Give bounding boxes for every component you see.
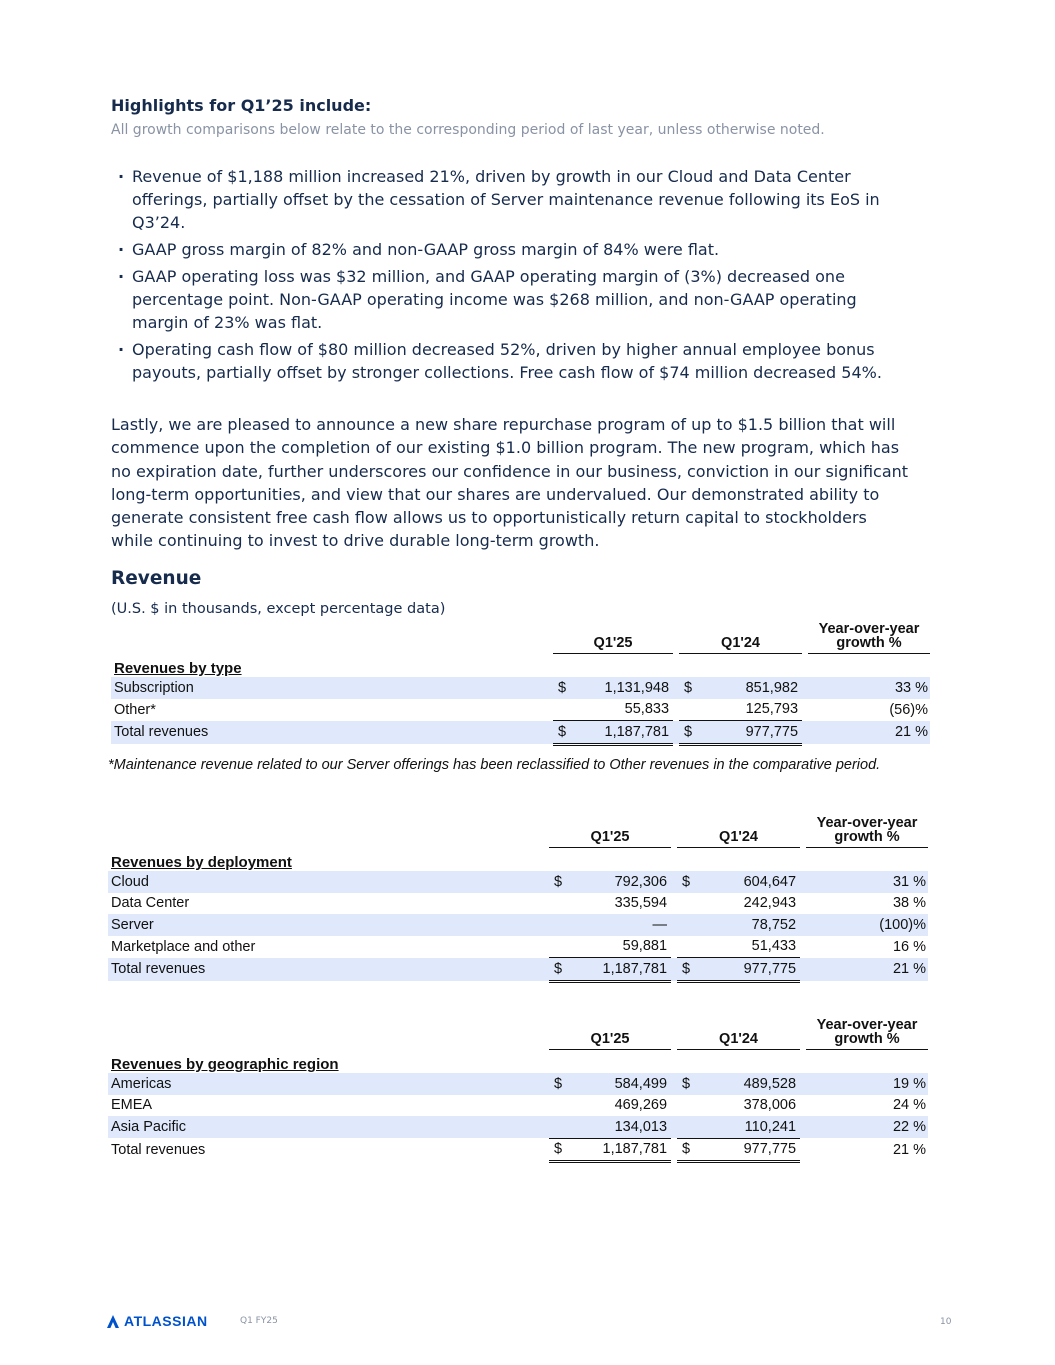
col-header-q1-24: Q1'24 <box>679 610 802 654</box>
revenues-by-type-table <box>111 610 930 746</box>
atlassian-logo <box>107 1313 208 1329</box>
highlight-bullet: · Revenue of $1,188 million increased 21%, driven by growth in our Cloud and Data Center offerings, partially offset by the cessation of Server maintenance revenue following its EoS in Q3’24. <box>118 165 898 234</box>
section-heading-deployment: Revenues by deployment <box>111 854 292 871</box>
table-row: Server — 78,752 (100)% <box>108 914 928 936</box>
table-row: Data Center 335,594 242,943 38 % <box>111 895 926 912</box>
table-row: Asia Pacific 134,013 110,241 22 % <box>108 1116 928 1138</box>
table-row-total: Total revenues $ 1,187,781 $ 977,775 21 % <box>111 721 930 745</box>
highlights-title: Highlights for Q1’25 include: <box>111 96 372 115</box>
col-header-q1-25: Q1'25 <box>549 1006 671 1050</box>
highlight-bullet: · GAAP operating loss was $32 million, and GAAP operating margin of (3%) decreased one percentage point. Non-GAAP operating income was $268 million, and non-GAAP operating margin of 23% was flat. <box>118 265 898 334</box>
reclassification-footnote: *Maintenance revenue related to our Server offerings has been reclassified to Other revenues in the comparative period. <box>108 757 881 773</box>
revenue-units-note: (U.S. $ in thousands, except percentage data) <box>111 601 446 617</box>
table-row-total: Total revenues $ 1,187,781 $ 977,775 21 % <box>108 958 928 982</box>
section-heading-type: Revenues by type <box>114 660 242 677</box>
col-header-q1-24: Q1'24 <box>677 804 800 848</box>
atlassian-mark-icon <box>107 1315 119 1328</box>
table-row: Americas $ 584,499 $ 489,528 19 % <box>108 1073 928 1095</box>
highlights-subtitle: All growth comparisons below relate to the corresponding period of last year, unless otherwise noted. <box>111 122 825 138</box>
col-header-q1-25: Q1'25 <box>549 804 671 848</box>
table-row-total: Total revenues $ 1,187,781 $ 977,775 21 % <box>108 1138 928 1162</box>
section-heading-region: Revenues by geographic region <box>111 1056 339 1073</box>
highlight-bullet: · GAAP gross margin of 82% and non-GAAP gross margin of 84% were flat. <box>118 238 898 261</box>
table-row: Subscription $ 1,131,948 $ 851,982 33 % <box>111 677 930 699</box>
col-header-q1-25: Q1'25 <box>553 610 673 654</box>
table-row: Other* 55,833 125,793 (56)% <box>114 701 928 718</box>
col-header-growth: Year-over-year growth % <box>806 804 928 848</box>
revenue-section-title: Revenue <box>111 568 202 589</box>
col-header-growth: Year-over-year growth % <box>806 1006 928 1050</box>
table-row: Cloud $ 792,306 $ 604,647 31 % <box>108 871 928 893</box>
col-header-growth: Year-over-year growth % <box>808 610 930 654</box>
revenues-by-region-table <box>108 1006 928 1163</box>
report-period: Q1 FY25 <box>240 1316 278 1326</box>
highlights-list <box>118 165 898 388</box>
closing-paragraph: Lastly, we are pleased to announce a new share repurchase program of up to $1.5 billion that will commence upon the completion of our existing $1.0 billion program. The new program, which has no expiration date, further underscores our confidence in our business, conviction in our significant long-term opportunities, and view that our shares are undervalued. Our demonstrated ability to generate consistent free cash flow allows us to opportunistically return capital to stockholders while continuing to invest to drive durable long-term growth. <box>111 415 909 551</box>
table-row: Marketplace and other 59,881 51,433 16 % <box>111 938 926 955</box>
col-header-q1-24: Q1'24 <box>677 1006 800 1050</box>
brand-name: ATLASSIAN <box>124 1313 208 1329</box>
table-row: EMEA 469,269 378,006 24 % <box>111 1097 926 1114</box>
revenues-by-deployment-table <box>108 804 928 983</box>
highlight-bullet: · Operating cash flow of $80 million decreased 52%, driven by higher annual employee bonus payouts, partially offset by stronger collections. Free cash flow of $74 million decreased 54%. <box>118 338 898 384</box>
page-number: 10 <box>940 1317 952 1327</box>
